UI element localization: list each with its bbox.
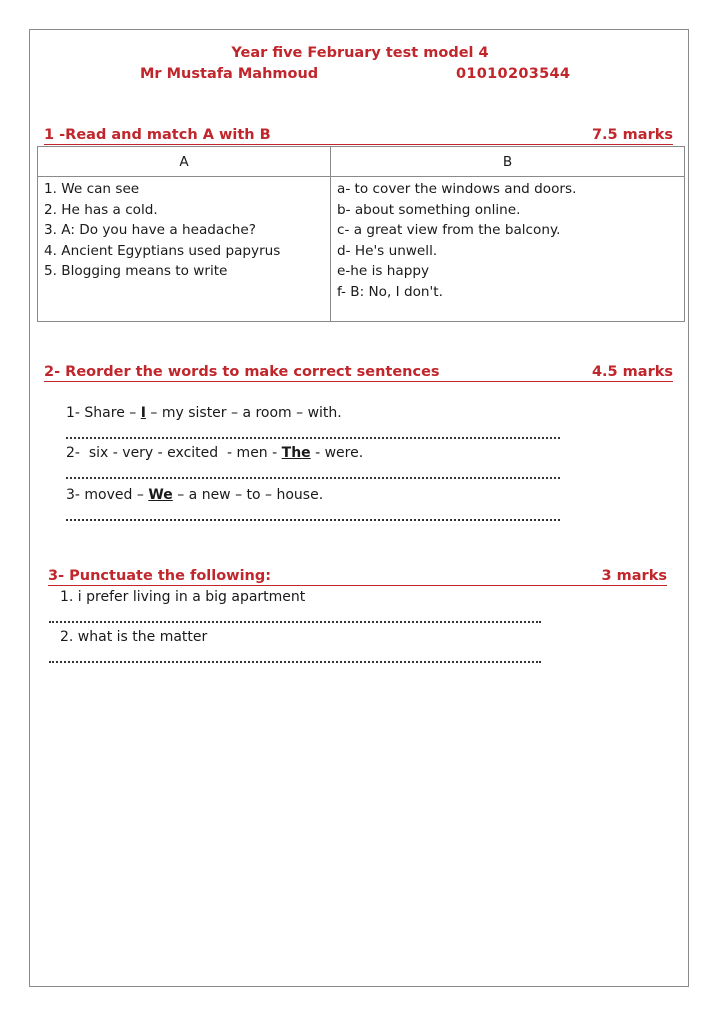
column-b-item: d- He's unwell. — [337, 242, 438, 259]
question-text: 2- six - very - excited - men - — [66, 445, 282, 461]
section1-marks: 7.5 marks — [591, 127, 673, 143]
teacher-phone: 01010203544 — [456, 66, 571, 82]
punctuate-question-2: 2. what is the matter — [60, 629, 208, 645]
column-b-header: B — [331, 147, 685, 177]
capitalized-word: We — [148, 487, 173, 503]
match-table — [37, 146, 685, 322]
column-b-item: e-he is happy — [337, 263, 429, 279]
column-b-item: b- about something online. — [337, 201, 521, 218]
capitalized-word: The — [281, 445, 311, 461]
column-a-item: 5. Blogging means to write — [44, 263, 228, 279]
section3-heading — [48, 568, 667, 586]
match-table-row — [38, 177, 685, 322]
section3-title: 3- Punctuate the following: — [48, 568, 272, 584]
answer-line[interactable] — [49, 661, 541, 663]
section1-title: 1 -Read and match A with B — [44, 127, 271, 143]
question-text: - were. — [310, 445, 364, 461]
question-text: 1- Share – — [66, 405, 141, 421]
answer-line[interactable] — [49, 621, 541, 623]
column-a-item: 3. A: Do you have a headache? — [44, 222, 256, 238]
column-a-item: 1. We can see — [44, 181, 140, 197]
test-title: Year five February test model 4 — [231, 45, 489, 61]
section2-heading — [44, 364, 673, 382]
column-a-header: A — [38, 147, 331, 177]
column-a — [38, 177, 331, 322]
question-text: – a new – to – house. — [172, 487, 324, 503]
answer-line[interactable] — [66, 519, 560, 521]
section2-title: 2- Reorder the words to make correct sentences — [44, 364, 440, 380]
section3-marks: 3 marks — [601, 568, 667, 584]
column-a-item: 2. He has a cold. — [44, 201, 158, 218]
column-b-item: f- B: No, I don't. — [337, 283, 443, 300]
reorder-question-3 — [66, 487, 323, 503]
reorder-question-1 — [66, 405, 342, 421]
teacher-name: Mr Mustafa Mahmoud — [140, 66, 319, 82]
column-b — [331, 177, 685, 322]
answer-line[interactable] — [66, 477, 560, 479]
question-text: – my sister – a room – with. — [145, 405, 342, 421]
match-table-header — [38, 147, 685, 177]
column-b-item: a- to cover the windows and doors. — [337, 181, 577, 197]
section1-heading — [44, 127, 673, 145]
question-text: 3- moved – — [66, 487, 149, 503]
answer-line[interactable] — [66, 437, 560, 439]
capitalized-word: I — [140, 405, 146, 421]
reorder-question-2 — [66, 445, 363, 461]
punctuate-question-1: 1. i prefer living in a big apartment — [60, 589, 306, 605]
section2-marks: 4.5 marks — [591, 364, 673, 380]
column-b-item: c- a great view from the balcony. — [337, 222, 561, 238]
column-a-item: 4. Ancient Egyptians used papyrus — [44, 242, 281, 259]
